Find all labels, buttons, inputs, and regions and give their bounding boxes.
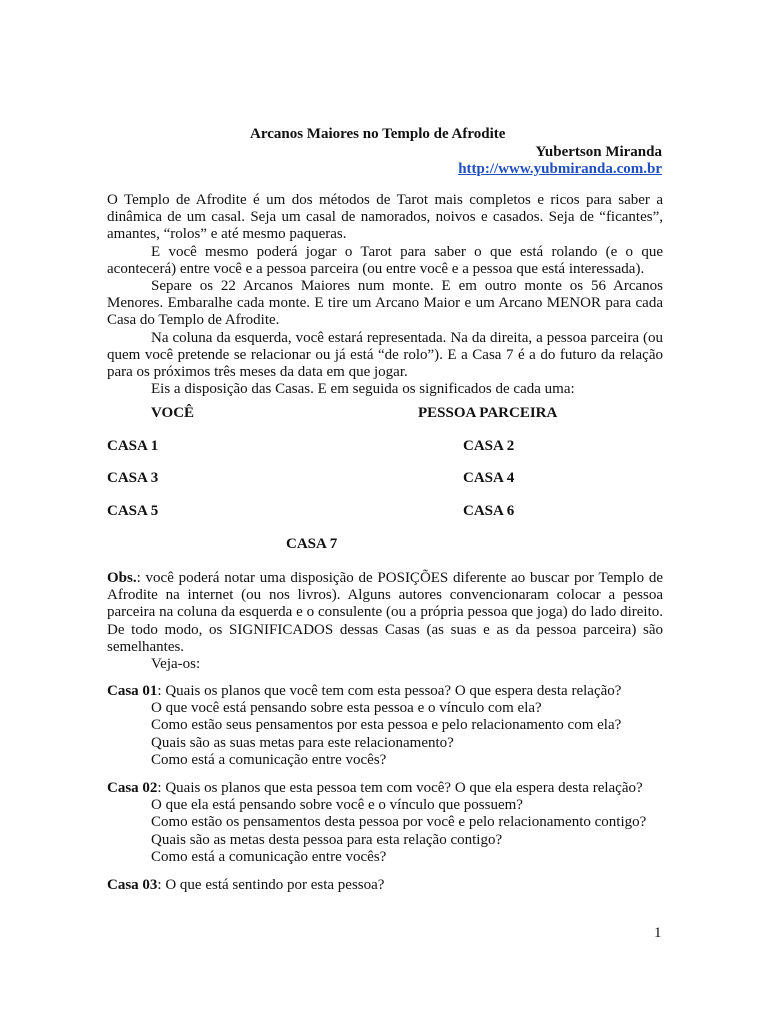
intro-paragraph-3: Separe os 22 Arcanos Maiores num monte. E em outro monte os 56 Arcanos Menores. Embaralhe cada monte. E tire um Arcano Maior e um Arcano MENOR para cada Casa do Templo de Afrodite.: [107, 278, 663, 329]
casa-01-question-1: O que você está pensando sobre esta pessoa e o vínculo com ela?: [151, 700, 542, 717]
document-title: Arcanos Maiores no Templo de Afrodite: [250, 126, 506, 142]
casa-01-section: [107, 683, 663, 769]
intro-paragraph-5: Eis a disposição das Casas. E em seguida os significados de cada uma:: [151, 381, 575, 398]
column-header-voce: VOCÊ: [151, 405, 195, 421]
casa-6-label: CASA 6: [463, 503, 515, 519]
casa-01-first-question: : Quais os planos que você tem com esta pessoa? O que espera desta relação?: [157, 683, 622, 699]
casa-02-first-question: : Quais os planos que esta pessoa tem com você? O que ela espera desta relação?: [157, 780, 643, 796]
casa-01-question-4: Como está a comunicação entre vocês?: [151, 751, 387, 768]
casa-01-question-2: Como estão seus pensamentos por esta pessoa e pelo relacionamento com ela?: [151, 717, 622, 734]
page-number: 1: [654, 925, 662, 941]
intro-paragraph-1: O Templo de Afrodite é um dos métodos de Tarot mais completos e ricos para saber a dinâmica de um casal. Seja um casal de namorados, noivos e casados. Seja de “ficantes”, amantes, “rolos” e até mesmo paqueras.: [107, 192, 663, 243]
casa-4-label: CASA 4: [463, 470, 515, 486]
casa-02-question-3: Quais são as metas desta pessoa para esta relação contigo?: [151, 831, 503, 848]
obs-label: Obs.: [107, 570, 137, 586]
casa-02-question-4: Como está a comunicação entre vocês?: [151, 848, 387, 865]
casa-02-section: [107, 780, 663, 866]
casa-5-label: CASA 5: [107, 503, 159, 519]
obs-paragraph: [107, 570, 663, 656]
intro-paragraph-4: Na coluna da esquerda, você estará representada. Na da direita, a pessoa parceira (ou quem você pretende se relacionar ou já está “de rolo”). E a Casa 7 é a do futuro da relação para os próximos três meses da data em que jogar.: [107, 329, 663, 381]
column-header-parceira: PESSOA PARCEIRA: [418, 405, 558, 421]
obs-section: [107, 570, 663, 673]
casa-03-label: Casa 03: [107, 877, 158, 893]
obs-text: : você poderá notar uma disposição de POSIÇÕES diferente ao buscar por Templo de Afrodite na internet (ou nos livros). Alguns autores convencionaram colocar a pessoa parceira na coluna da esquerda e o consulente (ou a própria pessoa que joga) do lado direito. De todo modo, os SIGNIFICADOS dessas Casas (as suas e as da pessoa parceira) são semelhantes.: [107, 570, 663, 655]
casa-03-section: [107, 877, 663, 894]
casa-2-label: CASA 2: [463, 438, 515, 454]
author-name: Yubertson Miranda: [535, 144, 662, 160]
casa-7-label: CASA 7: [286, 536, 338, 552]
casa-02-label: Casa 02: [107, 780, 158, 796]
intro-section: [107, 192, 663, 398]
obs-see: Veja-os:: [151, 656, 201, 673]
website-link[interactable]: http://www.yubmiranda.com.br: [458, 161, 662, 177]
casa-01-first-line: [107, 683, 663, 700]
casa-01-question-3: Quais são as suas metas para este relacionamento?: [151, 734, 454, 751]
casa-02-question-1: O que ela está pensando sobre você e o vínculo que possuem?: [151, 797, 523, 814]
intro-paragraph-2: E você mesmo poderá jogar o Tarot para saber o que está rolando (e o que acontecerá) entre você e a pessoa parceira (ou entre você e a pessoa que está interessada).: [107, 243, 663, 277]
casa-02-question-2: Como estão os pensamentos desta pessoa por você e pelo relacionamento contigo?: [151, 814, 647, 831]
casa-03-first-line: [107, 877, 663, 894]
casa-02-first-line: [107, 780, 663, 797]
casa-03-first-question: : O que está sentindo por esta pessoa?: [157, 877, 385, 893]
casa-01-label: Casa 01: [107, 683, 158, 699]
casa-1-label: CASA 1: [107, 438, 159, 454]
casa-3-label: CASA 3: [107, 470, 159, 486]
